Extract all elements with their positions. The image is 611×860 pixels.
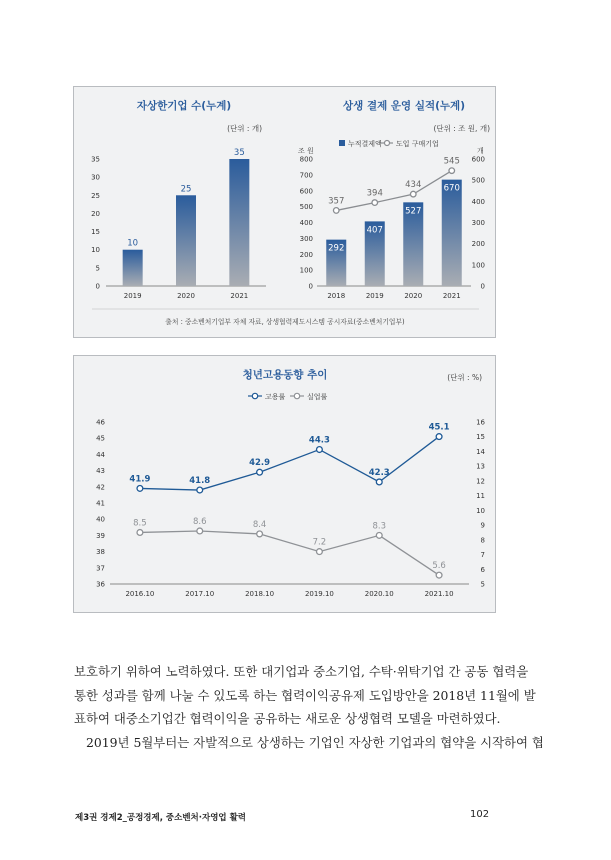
y-tick-label: 35 — [91, 155, 100, 164]
line-point — [197, 528, 203, 534]
y-right-tick-label: 7 — [480, 551, 485, 560]
y-right-tick-label: 13 — [476, 462, 485, 471]
line-data-label: 434 — [405, 180, 422, 191]
x-tick-label: 2018 — [327, 292, 346, 300]
legend-label: 실업률 — [307, 393, 328, 401]
line-data-label: 545 — [443, 156, 460, 167]
y-right-tick-label: 200 — [471, 240, 485, 249]
legend-bar-swatch — [339, 140, 345, 146]
chart-unit: (단위 : 개) — [227, 124, 262, 133]
y-tick-label: 20 — [91, 209, 100, 218]
y-right-tick-label: 0 — [480, 282, 485, 291]
line-point — [137, 486, 143, 492]
bar — [123, 250, 143, 286]
legend-marker-employment — [252, 393, 257, 398]
y-right-tick-label: 6 — [480, 565, 485, 574]
x-tick-label: 2018.10 — [245, 590, 275, 598]
bar — [442, 180, 462, 286]
line-data-label: 394 — [366, 188, 383, 199]
legend-marker-unemployment — [294, 393, 299, 398]
data-label: 8.4 — [252, 519, 267, 530]
data-label: 41.9 — [129, 474, 151, 485]
top-chart-panel — [73, 86, 496, 338]
y-left-tick-label: 200 — [299, 250, 313, 259]
top-charts-svg — [74, 87, 497, 339]
y-tick-label: 0 — [95, 282, 100, 291]
y-left-tick-label: 800 — [299, 155, 313, 164]
y-left-tick-label: 43 — [96, 467, 105, 476]
y-left-tick-label: 38 — [96, 548, 105, 557]
y-left-tick-label: 100 — [299, 266, 313, 275]
x-tick-label: 2019.10 — [304, 590, 334, 598]
bar — [176, 195, 196, 286]
bar-data-label: 292 — [328, 243, 345, 254]
bar-data-label: 407 — [366, 225, 383, 236]
x-tick-label: 2019 — [365, 292, 384, 300]
y-left-tick-label: 41 — [96, 499, 105, 508]
y-right-tick-label: 100 — [471, 261, 485, 270]
right-axis-unit: 개 — [477, 147, 484, 155]
y-right-tick-label: 12 — [476, 477, 485, 486]
y-right-tick-label: 8 — [480, 536, 485, 545]
data-label: 42.3 — [368, 467, 390, 478]
bottom-chart-panel — [73, 355, 496, 613]
data-label: 42.9 — [249, 458, 271, 469]
y-left-tick-label: 39 — [96, 531, 105, 540]
body-line: 표하여 대중소기업간 협력이익을 공유하는 새로운 상생협력 모델을 마련하였다. — [74, 711, 501, 726]
y-right-tick-label: 500 — [471, 176, 485, 185]
y-right-tick-label: 16 — [476, 418, 485, 427]
y-right-tick-label: 15 — [476, 433, 485, 442]
y-right-tick-label: 10 — [476, 506, 485, 515]
chart-title: 상생 결제 운영 실적(누계) — [343, 100, 465, 112]
line-series — [140, 531, 439, 575]
bar-data-label: 527 — [405, 206, 422, 217]
y-left-tick-label: 45 — [96, 434, 105, 443]
y-left-tick-label: 400 — [299, 219, 313, 227]
x-tick-label: 2020 — [177, 292, 195, 300]
x-tick-label: 2021.10 — [424, 590, 454, 598]
data-label: 10 — [127, 238, 139, 249]
line-point — [317, 447, 323, 453]
chart-payment-performance — [298, 99, 490, 300]
y-right-tick-label: 11 — [476, 492, 485, 501]
y-tick-label: 15 — [91, 228, 100, 237]
line-data-label: 357 — [328, 196, 345, 207]
y-left-tick-label: 600 — [299, 187, 313, 196]
body-paragraph — [74, 660, 544, 754]
x-tick-label: 2021 — [230, 292, 249, 300]
y-tick-label: 25 — [91, 191, 100, 200]
line-point — [376, 533, 382, 539]
x-tick-label: 2016.10 — [125, 590, 155, 598]
data-label: 8.5 — [133, 518, 147, 529]
legend-line-marker — [385, 141, 390, 146]
line-point — [376, 479, 382, 485]
y-left-tick-label: 300 — [299, 234, 313, 243]
data-label: 8.6 — [192, 516, 207, 527]
bar — [229, 159, 249, 286]
legend-label: 도입 구매기업 — [396, 140, 439, 148]
y-left-tick-label: 44 — [96, 450, 105, 459]
y-tick-label: 5 — [95, 264, 100, 273]
y-left-tick-label: 700 — [299, 171, 313, 180]
line-point — [317, 549, 323, 555]
data-label: 7.2 — [312, 537, 327, 548]
y-tick-label: 30 — [91, 173, 100, 182]
line-point — [333, 208, 339, 214]
chart-unit: (단위 : %) — [447, 373, 482, 382]
y-tick-label: 10 — [91, 246, 100, 255]
line-point — [197, 487, 203, 493]
x-tick-label: 2017.10 — [185, 590, 215, 598]
x-tick-label: 2020.10 — [364, 590, 394, 598]
line-point — [410, 191, 416, 197]
line-point — [257, 531, 263, 537]
line-point — [257, 469, 263, 475]
bar-data-label: 670 — [443, 183, 460, 194]
line-point — [436, 572, 442, 578]
y-left-tick-label: 46 — [96, 418, 105, 427]
data-label: 8.3 — [372, 521, 387, 532]
y-left-tick-label: 40 — [96, 515, 105, 524]
line-point — [436, 434, 442, 440]
chart-unit: (단위 : 조 원, 개) — [433, 124, 490, 133]
x-tick-label: 2019 — [123, 292, 142, 300]
legend — [248, 392, 328, 401]
x-tick-label: 2020 — [404, 292, 423, 300]
left-axis-unit: 조 원 — [298, 147, 314, 155]
legend-label: 고용률 — [265, 393, 286, 401]
line-series — [140, 437, 439, 490]
line-series — [336, 171, 452, 211]
data-label: 44.3 — [308, 435, 330, 446]
y-right-tick-label: 300 — [471, 219, 485, 227]
source-note: 출처 : 중소벤처기업부 자체 자료, 상생협력제도시스템 공시자료(중소벤처기업부) — [165, 318, 405, 326]
page-number: 102 — [470, 809, 490, 820]
line-point — [137, 530, 143, 536]
body-line: 통한 성과를 함께 나눌 수 있도록 하는 협력이익공유제 도입방안을 2018년 11월에 발 — [74, 687, 536, 703]
body-line: 보호하기 위하여 노력하였다. 또한 대기업과 중소기업, 수탁·위탁기업 간 공동 협력을 — [74, 664, 529, 679]
line-point — [449, 168, 455, 174]
footer-chapter: 제3권 경제2_공정경제, 중소벤처·자영업 활력 — [75, 813, 247, 823]
y-left-tick-label: 0 — [308, 282, 313, 291]
y-left-tick-label: 500 — [299, 203, 313, 212]
chart-title: 자상한기업 수(누계) — [136, 100, 232, 112]
youth-employment-chart-svg — [74, 356, 497, 614]
y-right-tick-label: 400 — [471, 197, 485, 206]
legend-label: 누적결제액 — [348, 140, 382, 148]
line-point — [372, 200, 378, 206]
y-left-tick-label: 37 — [96, 564, 105, 573]
chart-title: 청년고용동향 추이 — [242, 369, 328, 381]
data-label: 25 — [180, 184, 192, 195]
y-left-tick-label: 36 — [96, 580, 105, 589]
chart-companies-count — [91, 99, 266, 300]
data-label: 41.8 — [189, 476, 211, 487]
y-right-tick-label: 600 — [471, 155, 485, 164]
y-left-tick-label: 42 — [96, 483, 105, 492]
x-tick-label: 2021 — [442, 292, 461, 300]
data-label: 5.6 — [432, 561, 446, 572]
data-label: 35 — [233, 148, 245, 158]
y-right-tick-label: 14 — [476, 447, 485, 456]
y-right-tick-label: 9 — [480, 521, 485, 530]
body-line: 2019년 5월부터는 자발적으로 상생하는 기업인 자상한 기업과의 협약을 시작하여 협 — [86, 734, 544, 750]
legend — [339, 139, 439, 148]
data-label: 45.1 — [428, 422, 450, 433]
y-right-tick-label: 5 — [480, 580, 485, 589]
